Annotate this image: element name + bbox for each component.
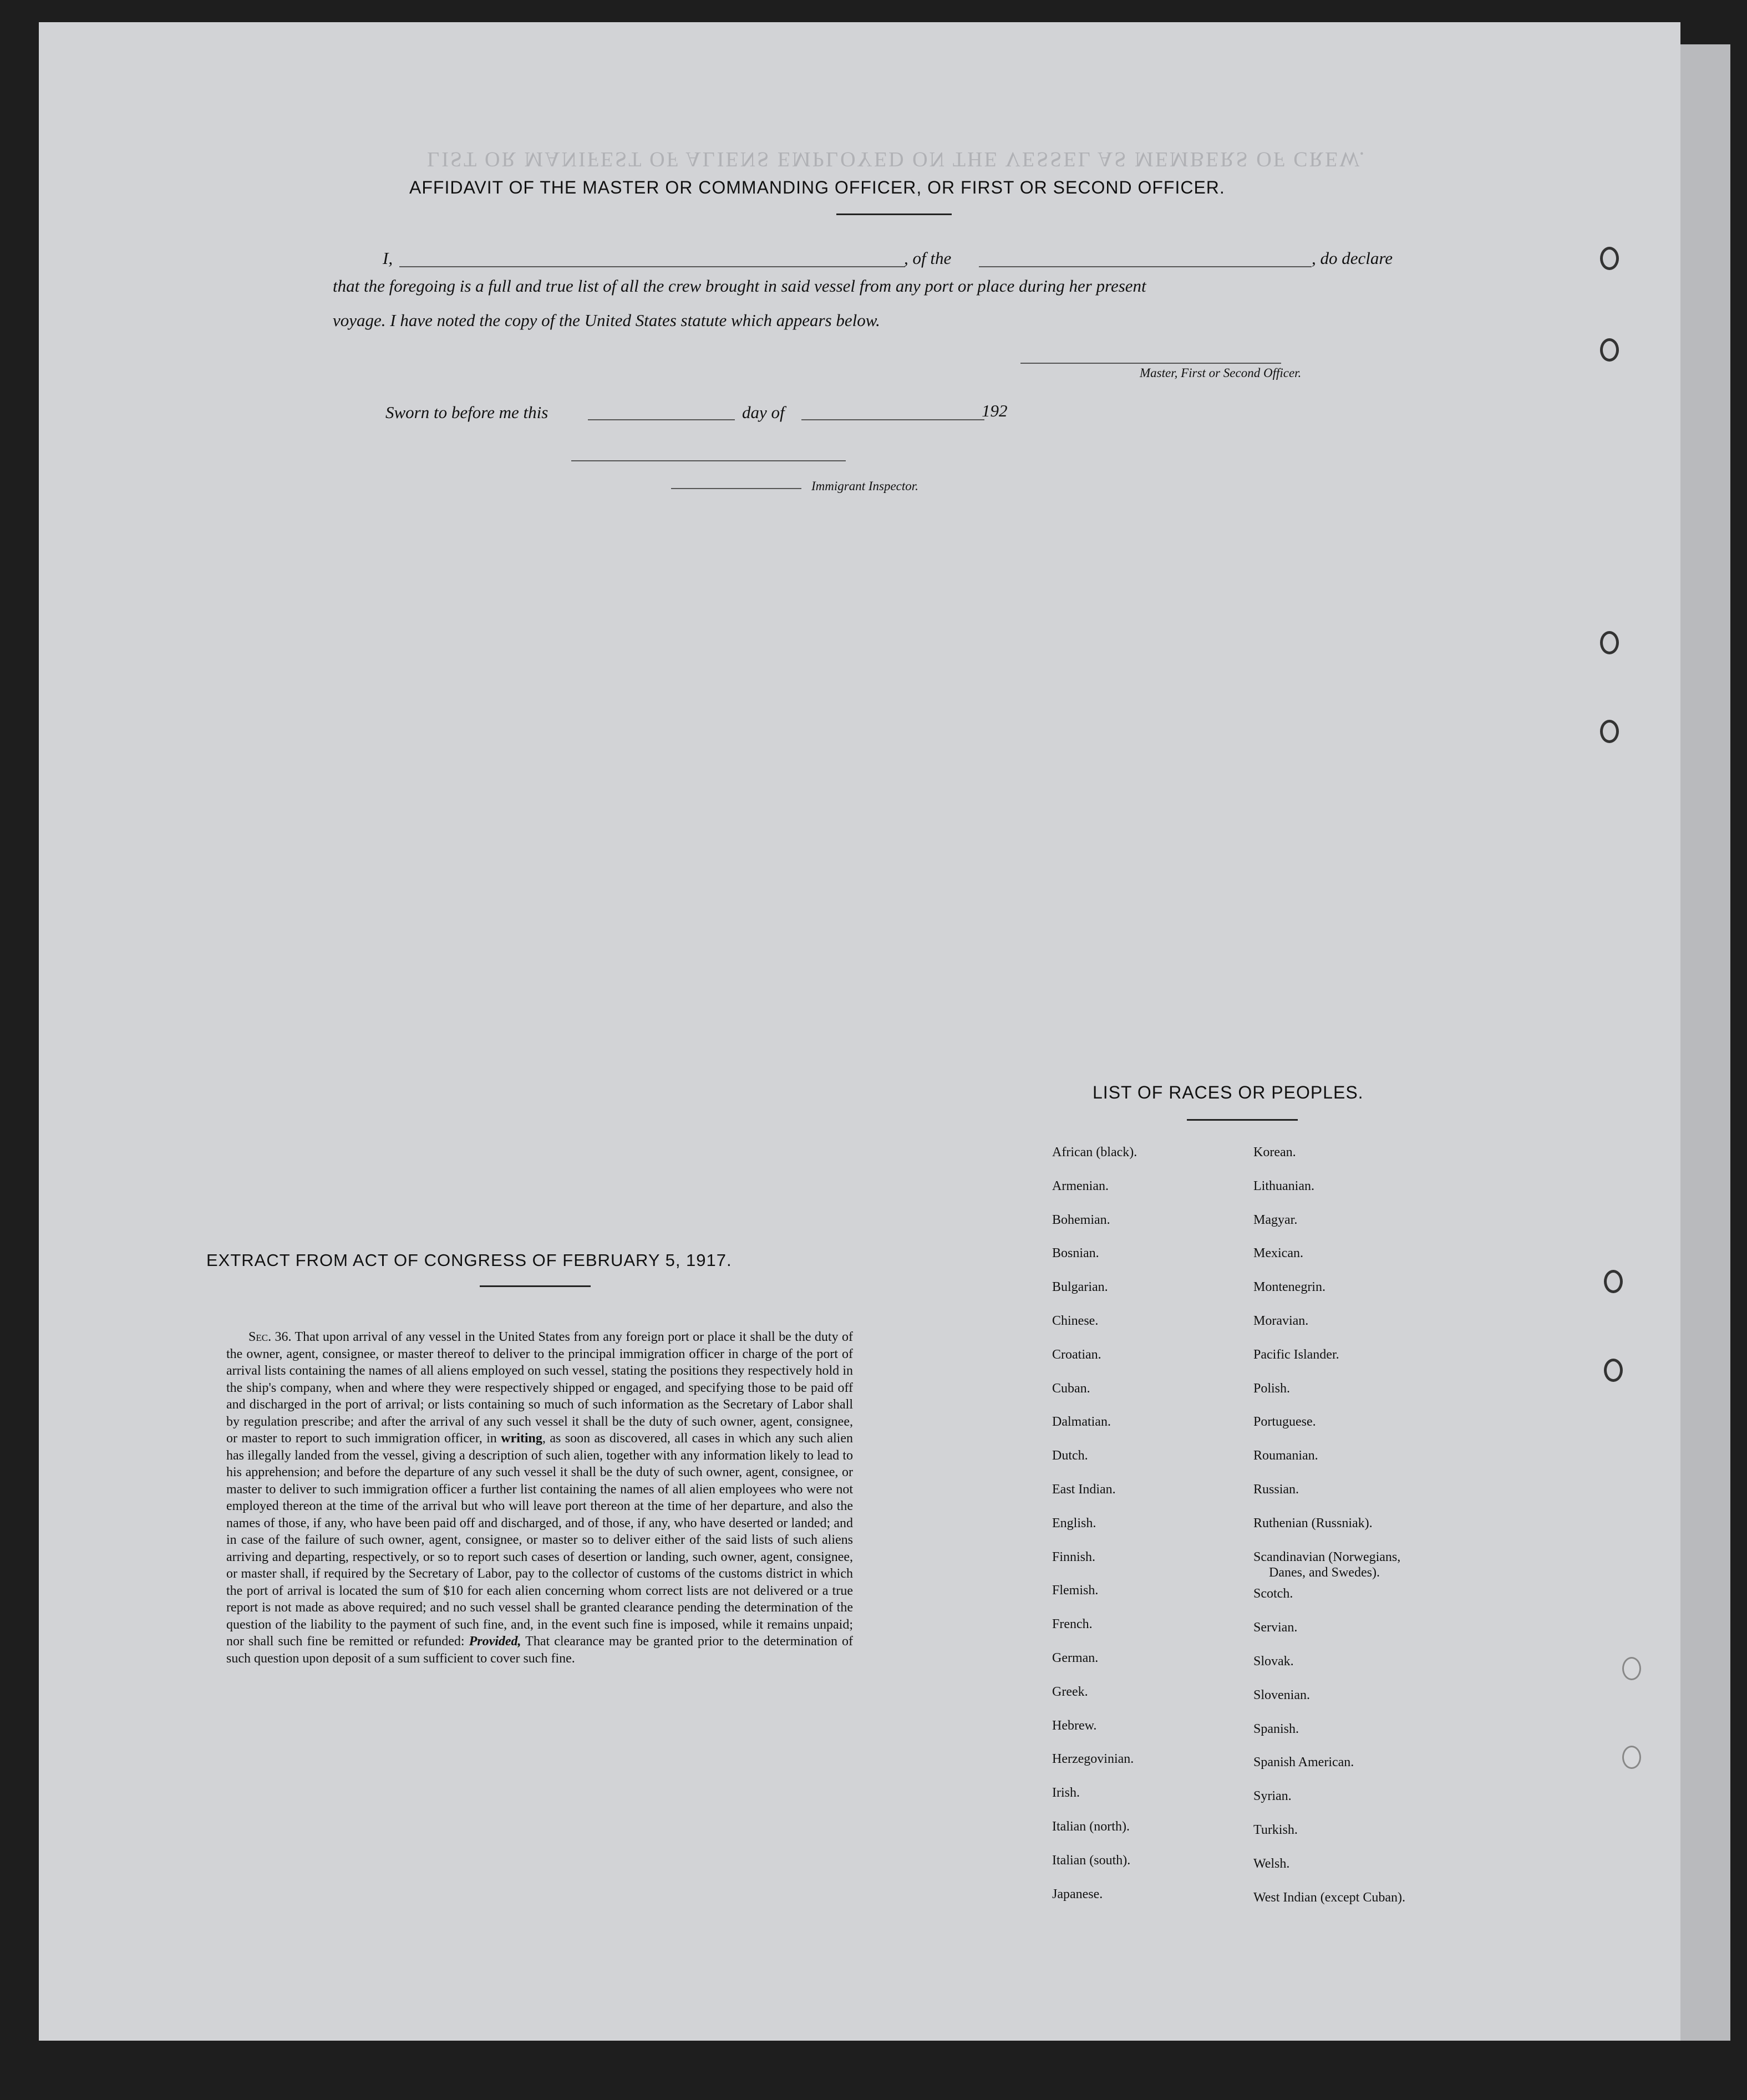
race-item: Polish. [1253,1381,1291,1396]
race-item: Italian (north). [1052,1819,1130,1834]
statute-writing: writing [501,1431,542,1446]
officer-signature-blank[interactable] [1020,363,1281,364]
race-item: Moravian. [1253,1314,1309,1328]
officer-signature-label: Master, First or Second Officer. [1140,366,1302,380]
race-item: Spanish American. [1253,1755,1354,1770]
vessel-name-blank[interactable] [979,266,1312,267]
statute-body-end: That clearance may be granted prior to the determination of such question upon deposit of a sum sufficient to cover such fine. [226,1634,854,1666]
race-item: Hebrew. [1052,1718,1097,1733]
punch-hole [1600,338,1619,362]
race-item: German. [1052,1651,1099,1665]
race-item: Dutch. [1052,1448,1088,1463]
race-item: Montenegrin. [1253,1280,1326,1295]
sworn-month-blank[interactable] [801,419,984,420]
affidavit-of-the-label: , of the [904,248,952,268]
race-item: Portuguese. [1253,1415,1316,1430]
races-title: LIST OF RACES OR PEOPLES. [1093,1082,1364,1102]
affidavit-i-label: I, [383,248,393,268]
races-title-rule [1187,1119,1298,1121]
race-item-continuation: Danes, and Swedes). [1269,1565,1380,1580]
race-item: Armenian. [1052,1178,1109,1193]
race-item: Mexican. [1253,1246,1303,1261]
punch-hole [1600,247,1619,270]
extract-title-rule [480,1285,591,1287]
extract-title: EXTRACT FROM ACT OF CONGRESS OF FEBRUARY 5, 1917. [206,1250,732,1270]
race-item: Chinese. [1052,1314,1099,1328]
affidavit-line-3: voyage. I have noted the copy of the United States statute which appears below. [333,311,880,330]
punch-hole [1600,720,1619,743]
race-item: Lithuanian. [1253,1178,1314,1193]
affidavit-line-2: that the foregoing is a full and true list of all the crew brought in said vessel from any port or place during her present [333,276,1146,296]
race-item: Servian. [1253,1620,1298,1635]
race-item: Welsh. [1253,1856,1290,1871]
race-item: Herzegovinian. [1052,1752,1134,1767]
bleed-through-text: LIST OR MANIFEST OF ALIENS EMPLOYED ON THE VESSEL AS MEMBERS OF CREW. [427,148,1367,171]
affidavit-declare-label: , do declare [1312,248,1393,268]
race-item: Ruthenian (Russniak). [1253,1516,1373,1530]
race-item: Russian. [1253,1482,1299,1497]
race-item: Greek. [1052,1684,1088,1699]
race-item: Scotch. [1253,1587,1293,1601]
race-item: Pacific Islander. [1253,1347,1339,1362]
race-item: Japanese. [1052,1887,1103,1901]
race-item: Magyar. [1253,1212,1298,1227]
race-item: Irish. [1052,1786,1080,1801]
sworn-label: Sworn to before me this [385,403,549,422]
race-item: Bosnian. [1052,1246,1099,1261]
race-item: Scandinavian (Norwegians, [1253,1549,1401,1564]
statute-text [226,1329,853,1667]
race-item: Roumanian. [1253,1448,1318,1463]
race-item: East Indian. [1052,1482,1116,1497]
race-item: Slovenian. [1253,1687,1310,1702]
punch-hole [1604,1270,1623,1293]
race-item: Turkish. [1253,1823,1298,1837]
inspector-signature-blank[interactable] [571,460,846,461]
race-item: African (black). [1052,1145,1137,1160]
punch-hole [1604,1359,1623,1382]
punch-hole [1600,631,1619,654]
statute-provided: Provided, [469,1634,521,1649]
inspector-name-blank[interactable] [671,488,801,489]
affidavit-title: AFFIDAVIT OF THE MASTER OR COMMANDING OFFICER, OR FIRST OR SECOND OFFICER. [409,177,1225,197]
race-item: Korean. [1253,1145,1296,1160]
day-of-label: day of [742,403,785,422]
statute-body-middle: , as soon as discovered, all cases in which any such alien has illegally landed from the vessel, giving a description of such alien, together with any information likely to lead to his apprehension; and before the departure of any such vessel it shall be the duty of such owner, agent, consignee, or master to deliver to such immigration officer a further list containing the names of all alien employees who were not employed thereon at the time of the arrival but who will leave port thereon at the time of her departure, and also the names of those, if any, who have been paid off and discharged, and of those, if any, who have deserted or landed; and in case of the failure of such owner, agent, consignee, or master so to deliver either of the said lists of such aliens arriving and departing, respectively, or so to report such cases of desertion or landing, such owner, agent, consignee, or master shall, if required by the Secretary of Labor, pay to the collector of customs of the customs district in which the port of arrival is located the sum of $10 for each alien concerning whom correct lists are not delivered or a true report is not made as above required; and no such vessel shall be granted clearance pending the determination of the question of the liability to the payment of such fine, and, in the event such fine is imposed, while it remains unpaid; nor shall such fine be remitted or refunded: [226,1431,853,1649]
race-item: Croatian. [1052,1347,1101,1362]
race-item: Dalmatian. [1052,1415,1111,1430]
race-item: West Indian (except Cuban). [1253,1890,1405,1905]
inspector-label: Immigrant Inspector. [811,479,918,493]
section-label: Sec. 36. [248,1330,292,1344]
affidavit-title-rule [836,213,952,215]
year-prefix: 192 [982,401,1008,420]
race-item: Flemish. [1052,1583,1099,1598]
race-item: Bohemian. [1052,1212,1110,1227]
master-name-blank[interactable] [399,266,905,267]
statute-body-start: That upon arrival of any vessel in the United States from any foreign port or place it shall be the duty of the owner, agent, consignee, or master thereof to deliver to the principal immigration officer in charge of the port of arrival lists containing the names of all aliens employed on such vessel, stating the positions they respectively hold in the ship's company, when and where they were respectively shipped or engaged, and specifying those to be paid off and discharged in the port of arrival; or lists containing so much of such information as the Secretary of Labor shall by regulation prescribe; and after the arrival of any such vessel it shall be the duty of such owner, agent, consignee, or master to report to such immigration officer, in [226,1330,853,1446]
manifest-page [39,22,1680,2041]
race-item: English. [1052,1516,1096,1530]
punch-hole [1622,1746,1641,1769]
race-item: Syrian. [1253,1789,1292,1804]
race-item: Spanish. [1253,1721,1299,1736]
sworn-day-blank[interactable] [588,419,735,420]
punch-hole [1622,1657,1641,1680]
race-item: Italian (south). [1052,1853,1131,1868]
race-item: Cuban. [1052,1381,1090,1396]
race-item: Bulgarian. [1052,1280,1108,1295]
race-item: Finnish. [1052,1549,1096,1564]
race-item: Slovak. [1253,1654,1294,1669]
race-item: French. [1052,1617,1093,1632]
